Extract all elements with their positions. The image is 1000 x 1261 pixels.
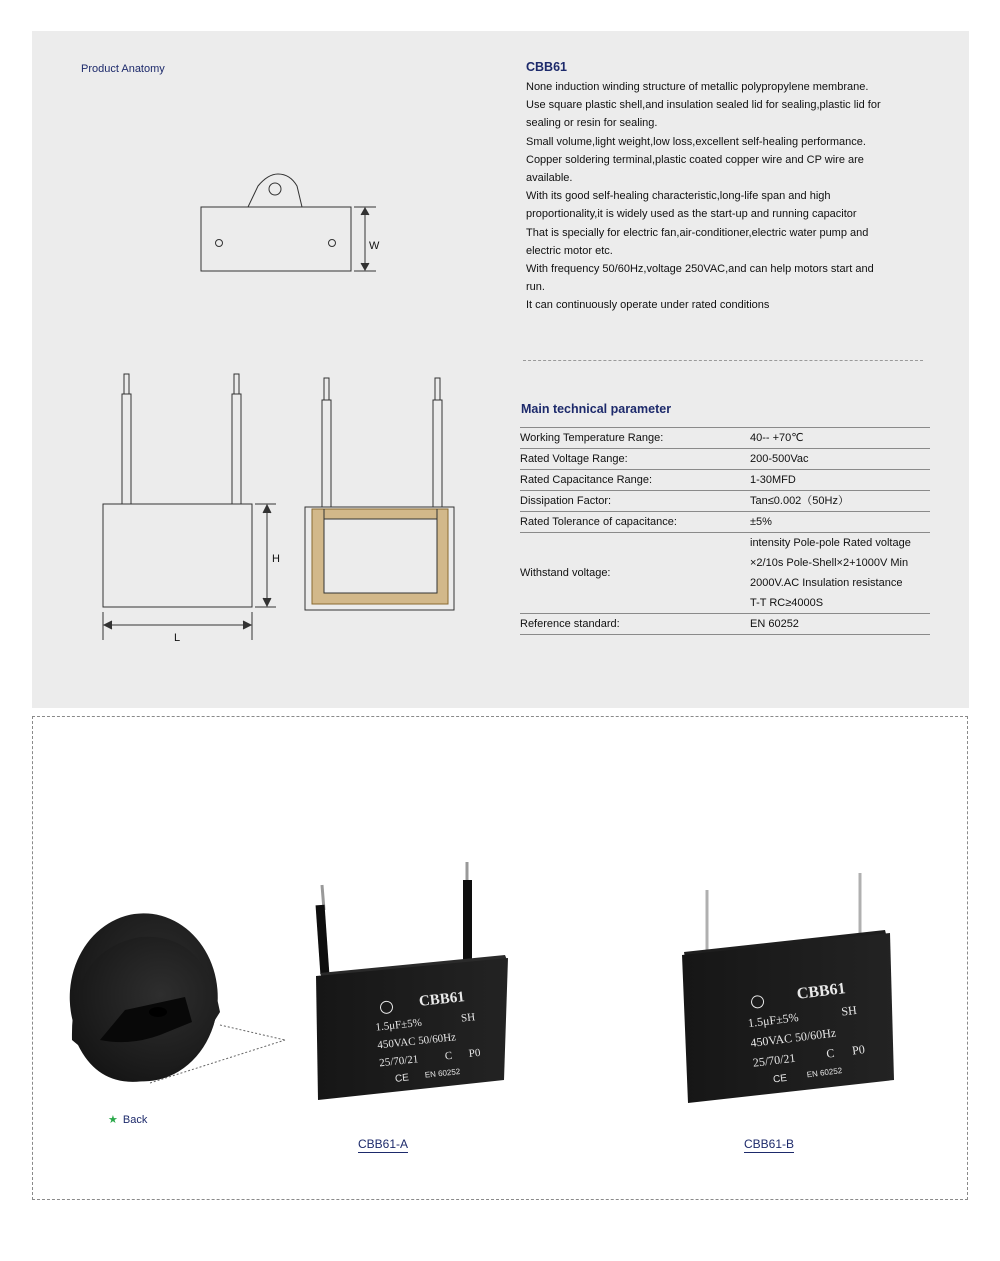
param-key: Working Temperature Range: [520,432,664,444]
product-model-title: CBB61 [526,60,567,74]
description-line: With frequency 50/60Hz,voltage 250VAC,and can help motors start and [526,263,874,276]
param-value-line: 40-- +70℃ [750,432,804,444]
parameters-title: Main technical parameter [521,402,672,416]
param-key: Withstand voltage: [520,567,611,579]
capacitor-b-image [682,873,894,1103]
param-key: Rated Capacitance Range: [520,474,653,486]
capacitor-a-voltage: 450VAC 50/60Hz [376,1031,457,1052]
description-line: proportionality,it is widely used as the start-up and running capacitor [526,208,857,221]
capacitor-a-sh: SH [460,1011,476,1025]
description-line: It can continuously operate under rated conditions [526,299,770,312]
param-value-line: 1-30MFD [750,474,796,486]
description-line: Copper soldering terminal,plastic coated copper wire and CP wire are [526,153,864,166]
capacitor-a-capacitance: 1.5μF±5% [374,1016,423,1034]
back-detail-label [108,1113,147,1126]
param-key: Rated Tolerance of capacitance: [520,516,677,528]
description-line: electric motor etc. [526,244,613,257]
capacitor-b-voltage: 450VAC 50/60Hz [749,1025,837,1050]
dim-h-label: H [272,553,280,565]
param-key: Reference standard: [520,618,620,630]
capacitor-b-ce: CE [772,1072,788,1086]
capacitor-a-p0: P0 [468,1046,482,1060]
description-line: sealing or resin for sealing. [526,117,658,130]
param-value-line: Tan≤0.002（50Hz） [750,495,849,507]
capacitor-a-image [316,862,508,1100]
capacitor-a-model: CBB61 [418,989,466,1010]
description-line: run. [526,281,545,294]
product-b-link[interactable]: CBB61-B [744,1137,795,1151]
param-value-line: T-T RC≥4000S [750,597,824,609]
star-icon: ★ [108,1114,118,1126]
param-key: Rated Voltage Range: [520,453,628,465]
capacitor-b-capacitance: 1.5μF±5% [747,1010,800,1031]
product-a-link[interactable]: CBB61-A [358,1137,409,1151]
param-value-line: EN 60252 [750,618,799,630]
description-line: available. [526,172,573,185]
capacitor-a-class: C [444,1049,453,1063]
param-value-line: ±5% [750,516,772,528]
description-line: Small volume,light weight,low loss,excellent self-healing performance. [526,135,866,148]
param-value-line: ×2/10s Pole-Shell×2+1000V Min [750,557,909,569]
description-line: That is specially for electric fan,air-conditioner,electric water pump and [526,226,869,239]
capacitor-b-p0: P0 [851,1042,866,1058]
description-line: None induction winding structure of metallic polypropylene membrane. [526,81,869,93]
capacitor-a-ce: CE [394,1072,410,1085]
capacitor-b-model: CBB61 [795,980,847,1003]
param-key: Dissipation Factor: [520,495,612,507]
back-label: Back [122,1114,148,1126]
description-line: Use square plastic shell,and insulation sealed lid for sealing,plastic lid for [526,99,881,112]
back-detail-image [70,913,285,1083]
param-value-line: intensity Pole-pole Rated voltage [750,537,911,549]
dim-l-label: L [174,632,181,644]
param-value-line: 2000V.AC Insulation resistance [750,577,903,589]
dim-w-label: W [369,240,380,252]
capacitor-b-rating: 25/70/21 [752,1050,797,1070]
description-line: With its good self-healing characteristic,long-life span and high [526,190,831,203]
capacitor-a-rating: 25/70/21 [378,1053,419,1070]
capacitor-b-class: C [825,1045,836,1061]
capacitor-a-standard: EN 60252 [424,1067,461,1080]
product-anatomy-title: Product Anatomy [81,63,165,75]
param-value-line: 200-500Vac [750,453,809,465]
capacitor-b-sh: SH [840,1002,858,1019]
capacitor-b-standard: EN 60252 [806,1066,843,1080]
